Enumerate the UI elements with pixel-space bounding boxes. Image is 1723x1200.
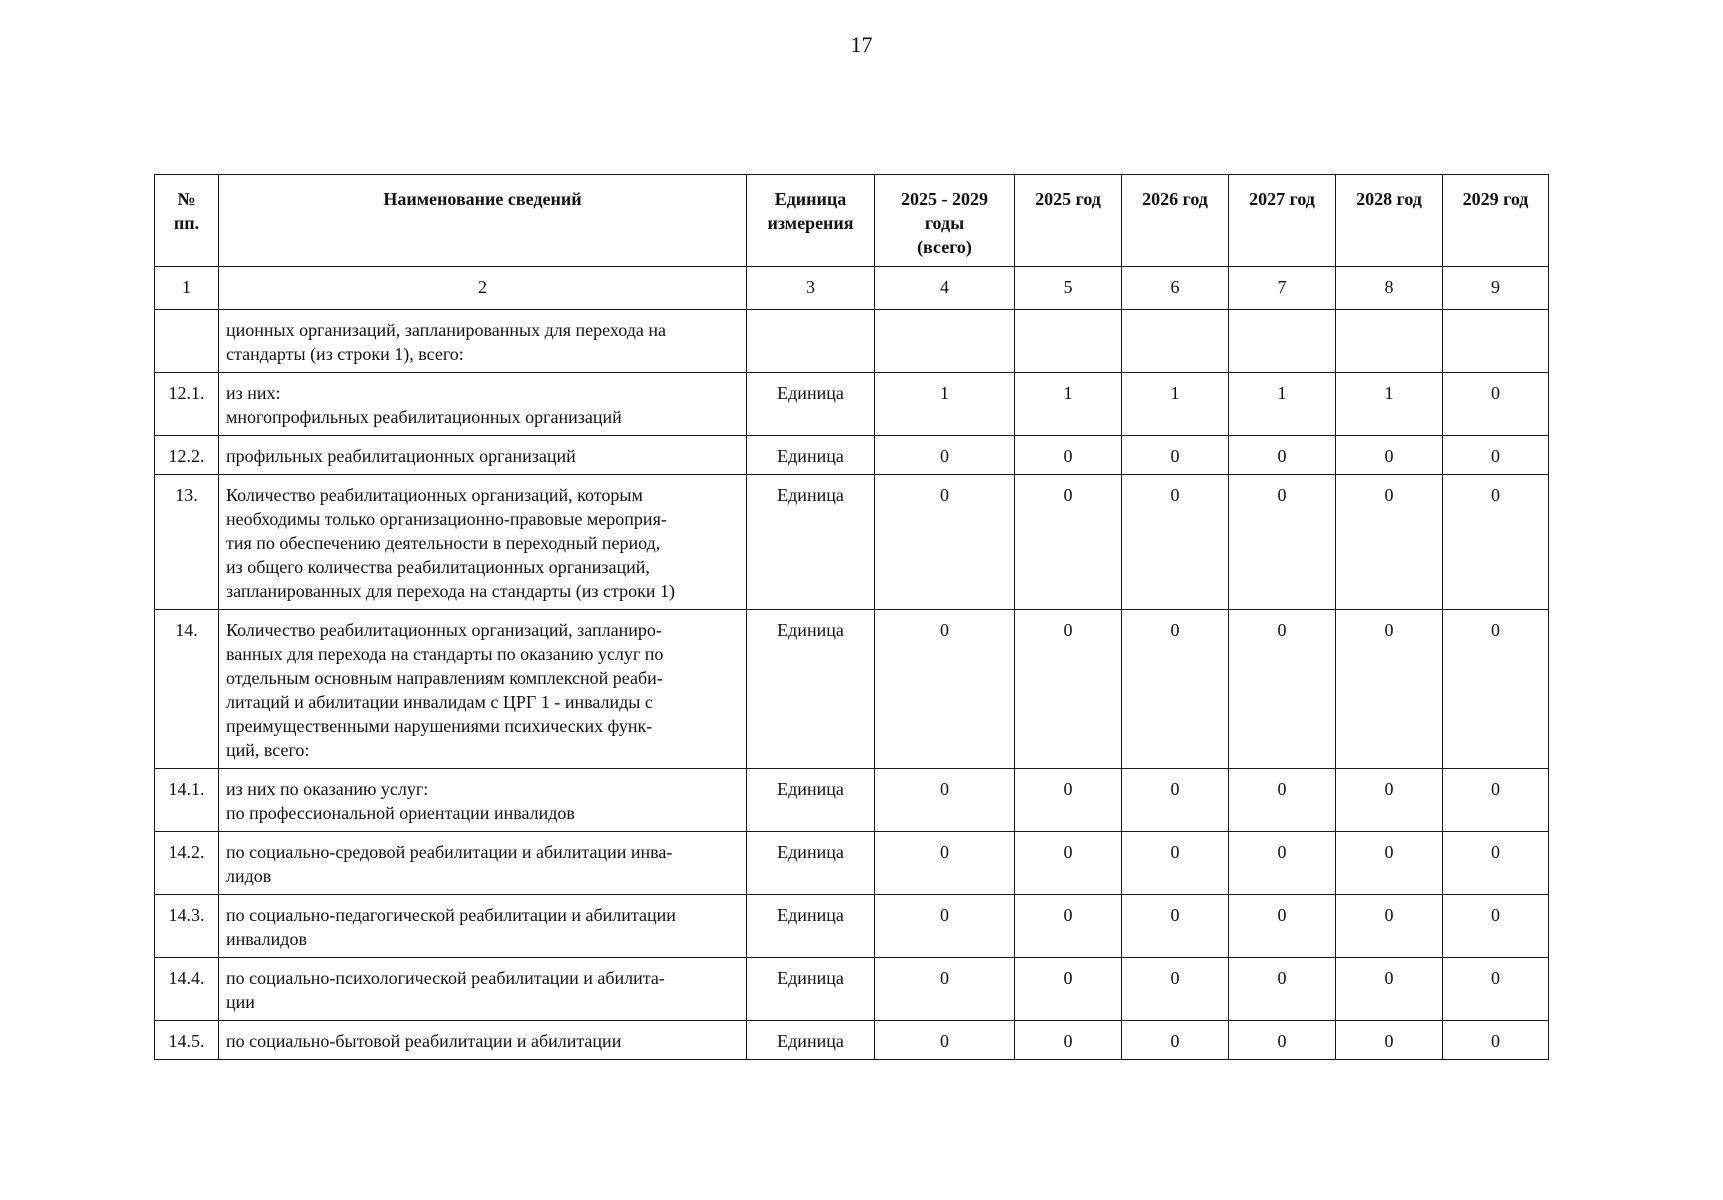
header-2027: 2027 год [1229, 175, 1336, 267]
column-number: 4 [875, 267, 1015, 310]
table-row [155, 475, 1549, 610]
row-unit: Единица [747, 832, 875, 895]
column-number: 8 [1336, 267, 1443, 310]
row-number: 14.5. [155, 1021, 219, 1060]
row-name [219, 436, 747, 475]
row-name-line: многопрофильных реабилитационных организаций [226, 407, 622, 427]
row-number: 14.1. [155, 769, 219, 832]
row-unit [747, 310, 875, 373]
row-number: 13. [155, 475, 219, 610]
row-value: 1 [875, 373, 1015, 436]
row-value: 0 [875, 895, 1015, 958]
row-value: 0 [1229, 769, 1336, 832]
table-header-row [155, 175, 1549, 267]
table-row [155, 610, 1549, 769]
row-number: 14.4. [155, 958, 219, 1021]
row-name [219, 1021, 747, 1060]
header-2028: 2028 год [1336, 175, 1443, 267]
row-value: 0 [875, 436, 1015, 475]
row-name [219, 832, 747, 895]
row-value: 1 [1122, 373, 1229, 436]
row-value: 0 [1015, 769, 1122, 832]
row-number [155, 310, 219, 373]
header-total [875, 175, 1015, 267]
row-name-line: отдельным основным направлениям комплексной реаби- [226, 668, 663, 688]
row-name-line: Количество реабилитационных организаций, запланиро- [226, 620, 662, 640]
row-unit: Единица [747, 958, 875, 1021]
row-number: 14.2. [155, 832, 219, 895]
row-value: 0 [875, 610, 1015, 769]
row-name [219, 310, 747, 373]
row-name [219, 958, 747, 1021]
row-value [1336, 310, 1443, 373]
header-total-line: 2025 - 2029 [901, 189, 988, 209]
row-name [219, 373, 747, 436]
row-value: 0 [1336, 475, 1443, 610]
row-value: 0 [1229, 958, 1336, 1021]
row-value: 0 [1015, 1021, 1122, 1060]
column-number: 2 [219, 267, 747, 310]
row-name [219, 610, 747, 769]
row-value: 0 [875, 1021, 1015, 1060]
row-name-line: по социально-бытовой реабилитации и абилитации [226, 1031, 622, 1051]
row-value: 0 [1229, 832, 1336, 895]
row-name [219, 769, 747, 832]
row-value: 0 [1229, 610, 1336, 769]
row-value [1443, 310, 1549, 373]
table-row [155, 832, 1549, 895]
row-unit: Единица [747, 436, 875, 475]
row-value: 0 [1443, 769, 1549, 832]
row-unit: Единица [747, 1021, 875, 1060]
row-value: 1 [1015, 373, 1122, 436]
column-number: 7 [1229, 267, 1336, 310]
row-value: 0 [1015, 832, 1122, 895]
row-value: 0 [1336, 1021, 1443, 1060]
row-number: 12.2. [155, 436, 219, 475]
row-value: 0 [1015, 610, 1122, 769]
row-value: 0 [1122, 769, 1229, 832]
header-no [155, 175, 219, 267]
row-value [1229, 310, 1336, 373]
row-name-line: по социально-средовой реабилитации и абилитации инва- [226, 842, 673, 862]
row-name-line: лидов [226, 866, 272, 886]
table-row [155, 895, 1549, 958]
row-value: 0 [1122, 1021, 1229, 1060]
column-number: 6 [1122, 267, 1229, 310]
row-name-line: по социально-психологической реабилитации и абилита- [226, 968, 665, 988]
row-value [875, 310, 1015, 373]
row-name-line: Количество реабилитационных организаций, которым [226, 485, 643, 505]
row-name-line: из них по оказанию услуг: [226, 779, 429, 799]
row-name-line: из них: [226, 383, 281, 403]
table-row [155, 373, 1549, 436]
row-name-line: инвалидов [226, 929, 307, 949]
row-value: 0 [1443, 610, 1549, 769]
header-no-line: пп. [173, 213, 200, 233]
row-value: 0 [1443, 373, 1549, 436]
header-unit-line: измерения [767, 213, 854, 233]
column-number: 3 [747, 267, 875, 310]
row-name-line: тия по обеспечению деятельности в переходный период, [226, 533, 661, 553]
row-name-line: по профессиональной ориентации инвалидов [226, 803, 575, 823]
row-name-line: профильных реабилитационных организаций [226, 446, 576, 466]
row-value: 0 [875, 958, 1015, 1021]
row-value: 0 [1336, 436, 1443, 475]
row-value: 0 [1122, 832, 1229, 895]
row-value: 0 [1443, 436, 1549, 475]
column-number: 5 [1015, 267, 1122, 310]
table-row [155, 1021, 1549, 1060]
row-name [219, 895, 747, 958]
header-name: Наименование сведений [219, 175, 747, 267]
row-value: 0 [875, 475, 1015, 610]
row-name-line: ционных организаций, запланированных для перехода на [226, 320, 666, 340]
row-value: 0 [1229, 895, 1336, 958]
row-value: 0 [1229, 1021, 1336, 1060]
row-value: 0 [875, 832, 1015, 895]
row-value [1015, 310, 1122, 373]
row-number: 14.3. [155, 895, 219, 958]
row-value: 0 [1122, 895, 1229, 958]
header-unit [747, 175, 875, 267]
row-name-line: ций, всего: [226, 740, 310, 760]
header-no-line: № [177, 189, 196, 209]
row-name-line: запланированных для перехода на стандарты (из строки 1) [226, 581, 675, 601]
row-value: 0 [1443, 832, 1549, 895]
row-value: 0 [1443, 958, 1549, 1021]
row-name [219, 475, 747, 610]
row-value: 0 [1015, 958, 1122, 1021]
row-name-line: преимущественными нарушениями психических функ- [226, 716, 653, 736]
row-value: 0 [1336, 895, 1443, 958]
row-name-line: ции [226, 992, 255, 1012]
row-unit: Единица [747, 769, 875, 832]
row-value: 0 [1015, 436, 1122, 475]
data-table [154, 174, 1549, 1060]
row-unit: Единица [747, 373, 875, 436]
table-row [155, 958, 1549, 1021]
row-value: 0 [1122, 475, 1229, 610]
row-value: 0 [1122, 610, 1229, 769]
header-2025: 2025 год [1015, 175, 1122, 267]
row-number: 12.1. [155, 373, 219, 436]
column-number-row [155, 267, 1549, 310]
row-value: 0 [1229, 436, 1336, 475]
row-value: 0 [1122, 436, 1229, 475]
row-value: 1 [1336, 373, 1443, 436]
column-number: 9 [1443, 267, 1549, 310]
page-number: 17 [850, 32, 873, 57]
row-value: 0 [1015, 895, 1122, 958]
header-2026: 2026 год [1122, 175, 1229, 267]
row-name-line: ванных для перехода на стандарты по оказанию услуг по [226, 644, 664, 664]
row-value: 0 [1336, 958, 1443, 1021]
row-value: 0 [1336, 832, 1443, 895]
table-row [155, 436, 1549, 475]
row-value: 1 [1229, 373, 1336, 436]
row-value: 0 [1122, 958, 1229, 1021]
row-name-line: по социально-педагогической реабилитации и абилитации [226, 905, 676, 925]
row-value: 0 [1336, 610, 1443, 769]
table-body [155, 310, 1549, 1060]
row-number: 14. [155, 610, 219, 769]
row-value: 0 [1443, 895, 1549, 958]
row-name-line: из общего количества реабилитационных организаций, [226, 557, 650, 577]
row-unit: Единица [747, 610, 875, 769]
table-row [155, 310, 1549, 373]
row-value: 0 [1229, 475, 1336, 610]
header-total-line: годы [924, 213, 965, 233]
row-name-line: литаций и абилитации инвалидам с ЦРГ 1 - инвалиды с [226, 692, 653, 712]
row-value: 0 [1443, 475, 1549, 610]
row-value [1122, 310, 1229, 373]
header-unit-line: Единица [774, 189, 847, 209]
row-unit: Единица [747, 895, 875, 958]
row-name-line: необходимы только организационно-правовые мероприя- [226, 509, 667, 529]
row-value: 0 [1336, 769, 1443, 832]
table-row [155, 769, 1549, 832]
header-total-line: (всего) [917, 237, 972, 257]
row-name-line: стандарты (из строки 1), всего: [226, 344, 464, 364]
row-value: 0 [1443, 1021, 1549, 1060]
header-2029: 2029 год [1443, 175, 1549, 267]
row-unit: Единица [747, 475, 875, 610]
row-value: 0 [1015, 475, 1122, 610]
column-number: 1 [155, 267, 219, 310]
row-value: 0 [875, 769, 1015, 832]
